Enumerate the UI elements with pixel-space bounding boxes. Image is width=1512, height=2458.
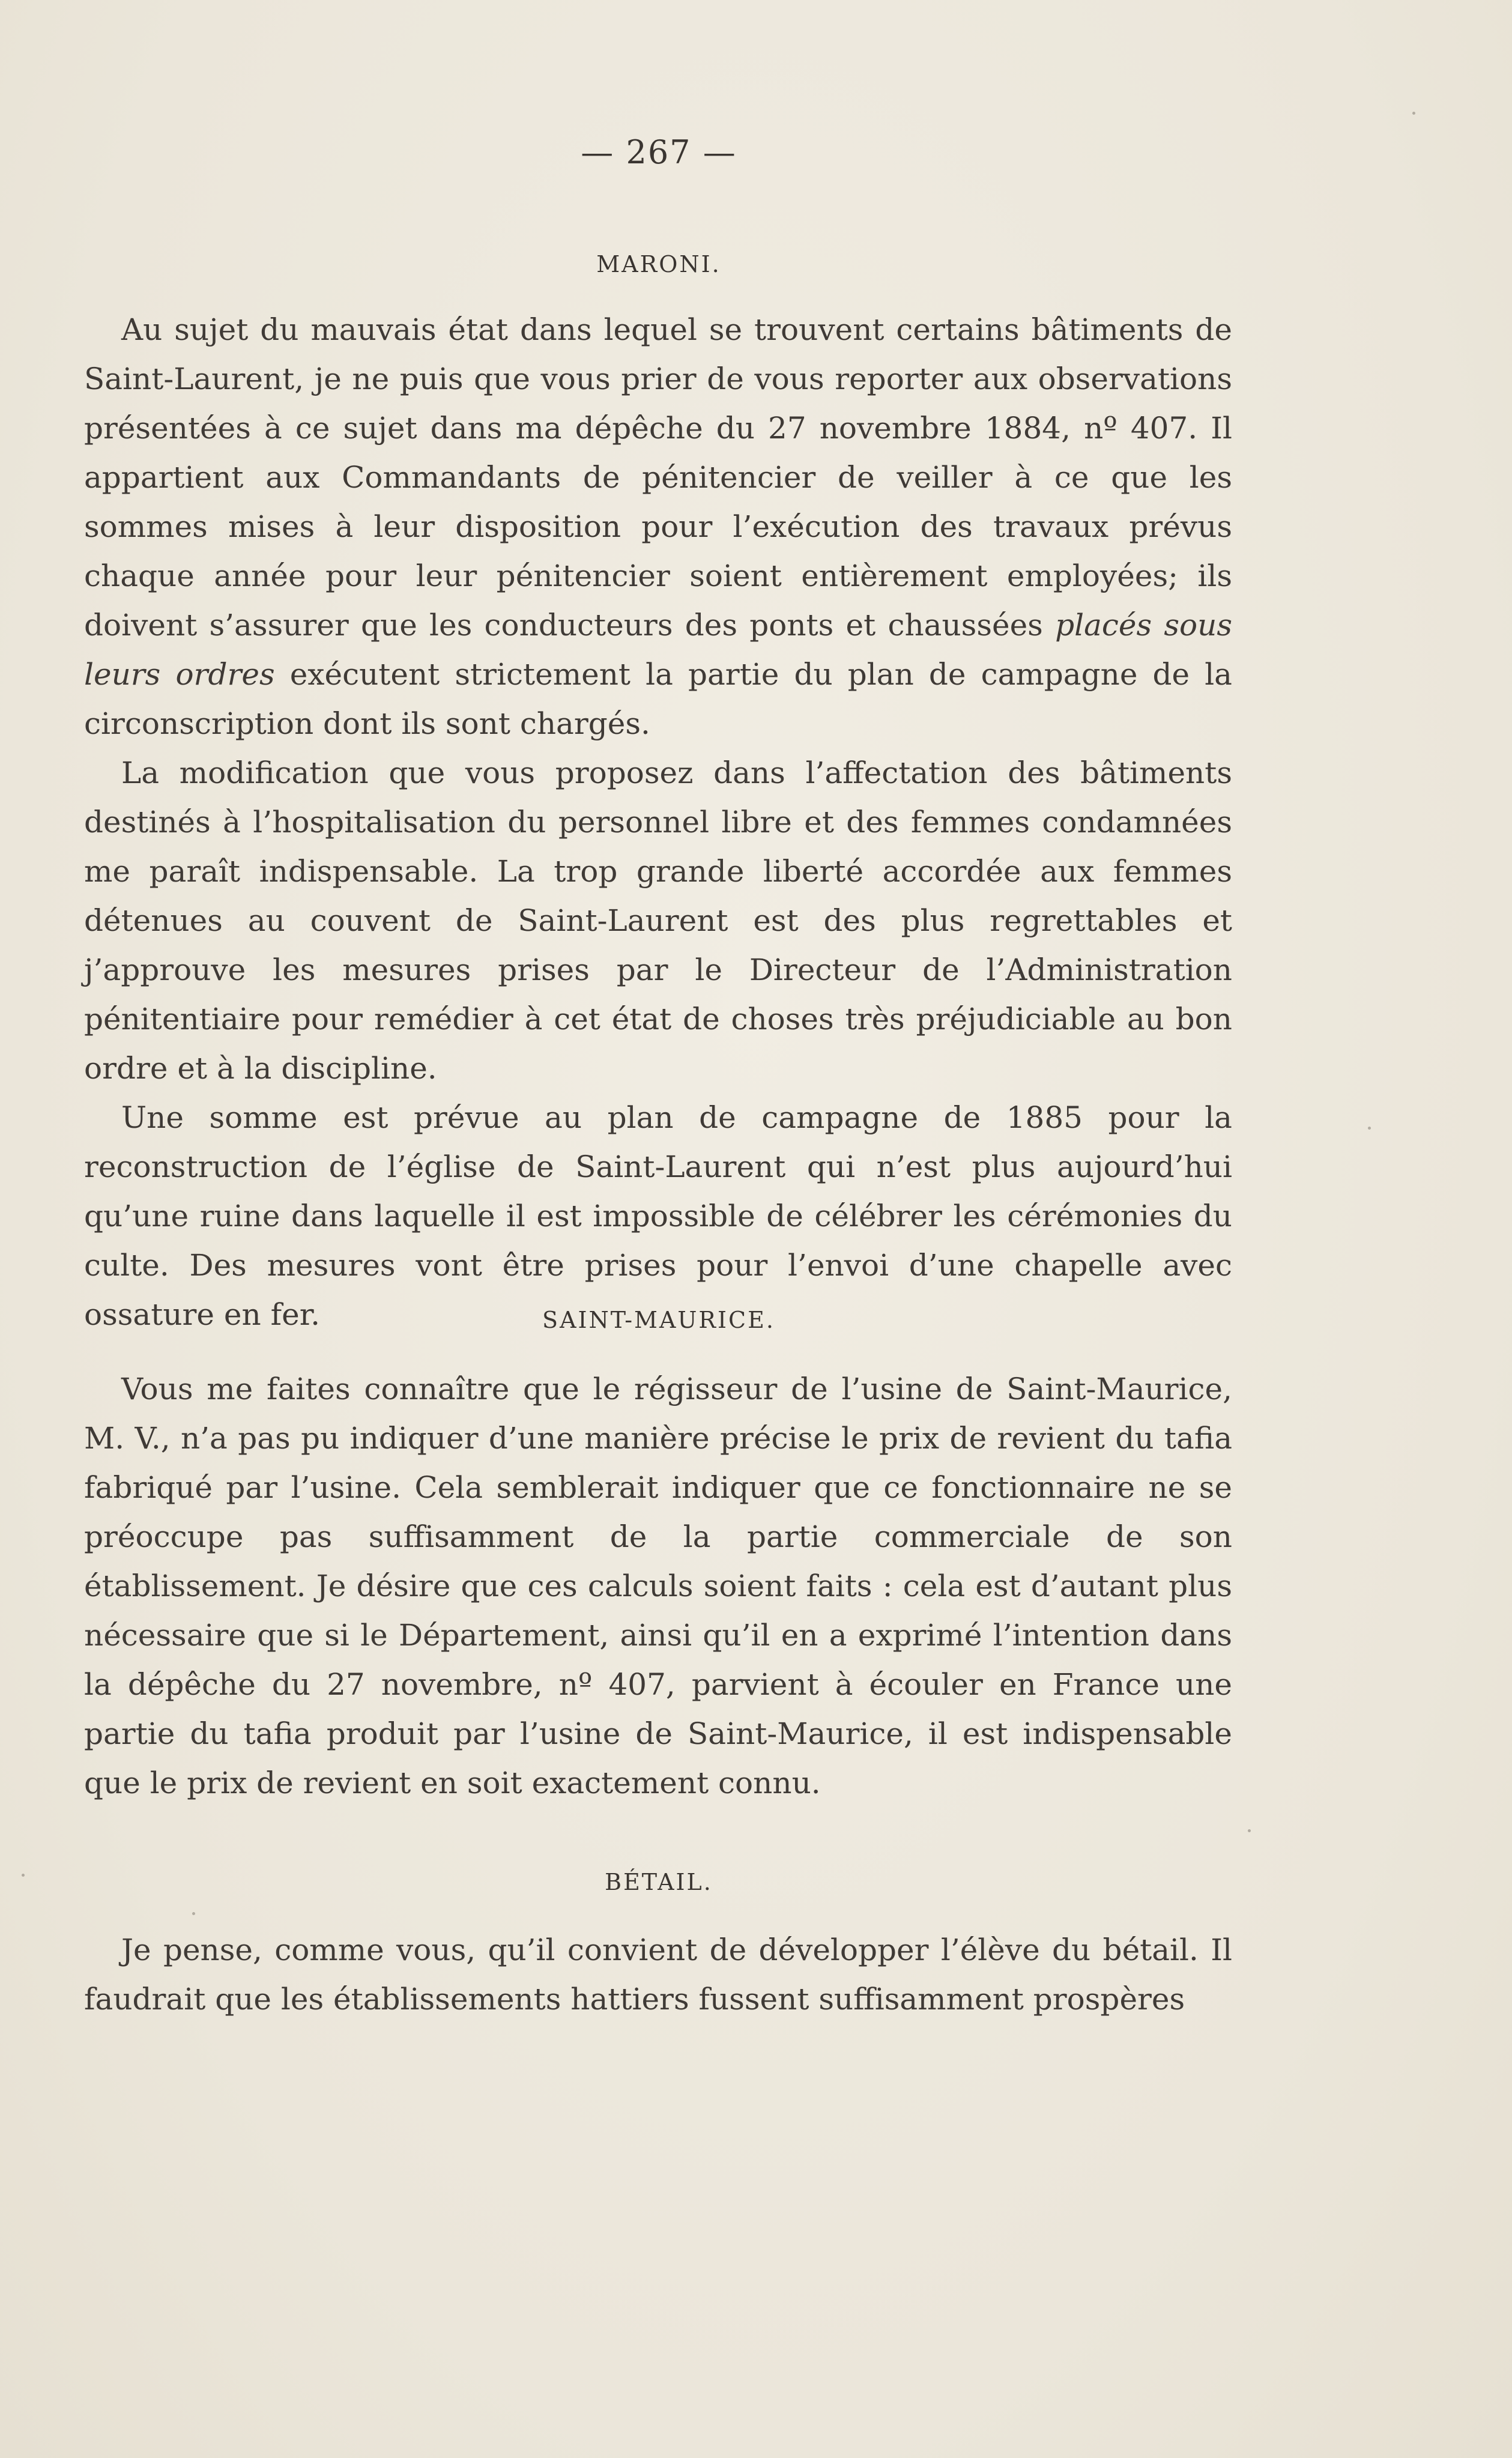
paper-speck: [1368, 1127, 1371, 1130]
section-body-saint-maurice: [84, 1364, 1232, 1808]
paragraph-betail-1: Je pense, comme vous, qu’il convient de développer l’élève du bétail. Il faudrait que les établissements hattiers fussent suffisamment prospères: [84, 1933, 1232, 2017]
paragraph-maroni-3: Une somme est prévue au plan de campagne de 1885 pour la reconstruction de l’église de Saint-Laurent qui n’est plus aujourd’hui qu’une ruine dans laquelle il est impossible de célébrer les cérémonies du culte. Des mesures vont être prises pour l’envoi d’une chapelle avec ossature en fer.: [84, 1100, 1232, 1332]
page-number: — 267 —: [581, 133, 737, 171]
section-body-betail: [84, 1925, 1232, 2024]
paragraph-saint-maurice-1: Vous me faites connaître que le régisseur de l’usine de Saint-Maurice, M. V., n’a pas pu indiquer d’une manière précise le prix de revient du tafia fabriqué par l’usine. Cela semblerait indiquer que ce fonctionnaire ne se préoccupe pas suffisamment de la partie commerciale de son établissement. Je désire que ces calculs soient faits : cela est d’autant plus nécessaire que si le Département, ainsi qu’il en a exprimé l’intention dans la dépêche du 27 novembre, nº 407, parvient à écouler en France une partie du tafia produit par l’usine de Saint-Maurice, il est indispensable que le prix de revient en soit exactement connu.: [84, 1372, 1232, 1800]
paragraph-maroni-1-italic-phrase: placés sous leurs ordres: [84, 608, 1233, 692]
section-heading-maroni: MARONI.: [596, 251, 721, 277]
section-heading-betail: BÉTAIL.: [605, 1869, 713, 1895]
paragraph-maroni-1-text-after: exécutent strictement la partie du plan de campagne de la circonscription dont ils sont chargés.: [84, 657, 1232, 741]
paper-speck: [1412, 112, 1415, 115]
section-heading-saint-maurice: SAINT-MAURICE.: [542, 1307, 775, 1333]
paper-speck: [22, 1874, 25, 1877]
paragraph-maroni-1: [84, 305, 1232, 748]
paper-speck: [1248, 1829, 1251, 1832]
paper-speck: [192, 1912, 195, 1915]
paragraph-maroni-1-text-before: Au sujet du mauvais état dans lequel se trouvent certains bâtiments de Saint-Laurent, je ne puis que vous prier de vous reporter aux observations présentées à ce sujet dans ma dépêche du 27 novembre 1884, nº 407. Il appartient aux Commandants de pénitencier de veiller à ce que les sommes mises à leur disposition pour l’exécution des travaux prévus chaque année pour leur pénitencier soient entièrement employées; ils doivent s’assurer que les conducteurs des ponts et chaussées: [84, 312, 1232, 643]
paragraph-maroni-2: La modification que vous proposez dans l’affectation des bâtiments destinés à l’hospitalisation du personnel libre et des femmes condamnées me paraît indispensable. La trop grande liberté accordée aux femmes détenues au couvent de Saint-Laurent est des plus regrettables et j’approuve les mesures prises par le Directeur de l’Administration pénitentiaire pour remédier à cet état de choses très préjudiciable au bon ordre et à la discipline.: [84, 755, 1232, 1086]
section-body-maroni: [84, 305, 1232, 1339]
